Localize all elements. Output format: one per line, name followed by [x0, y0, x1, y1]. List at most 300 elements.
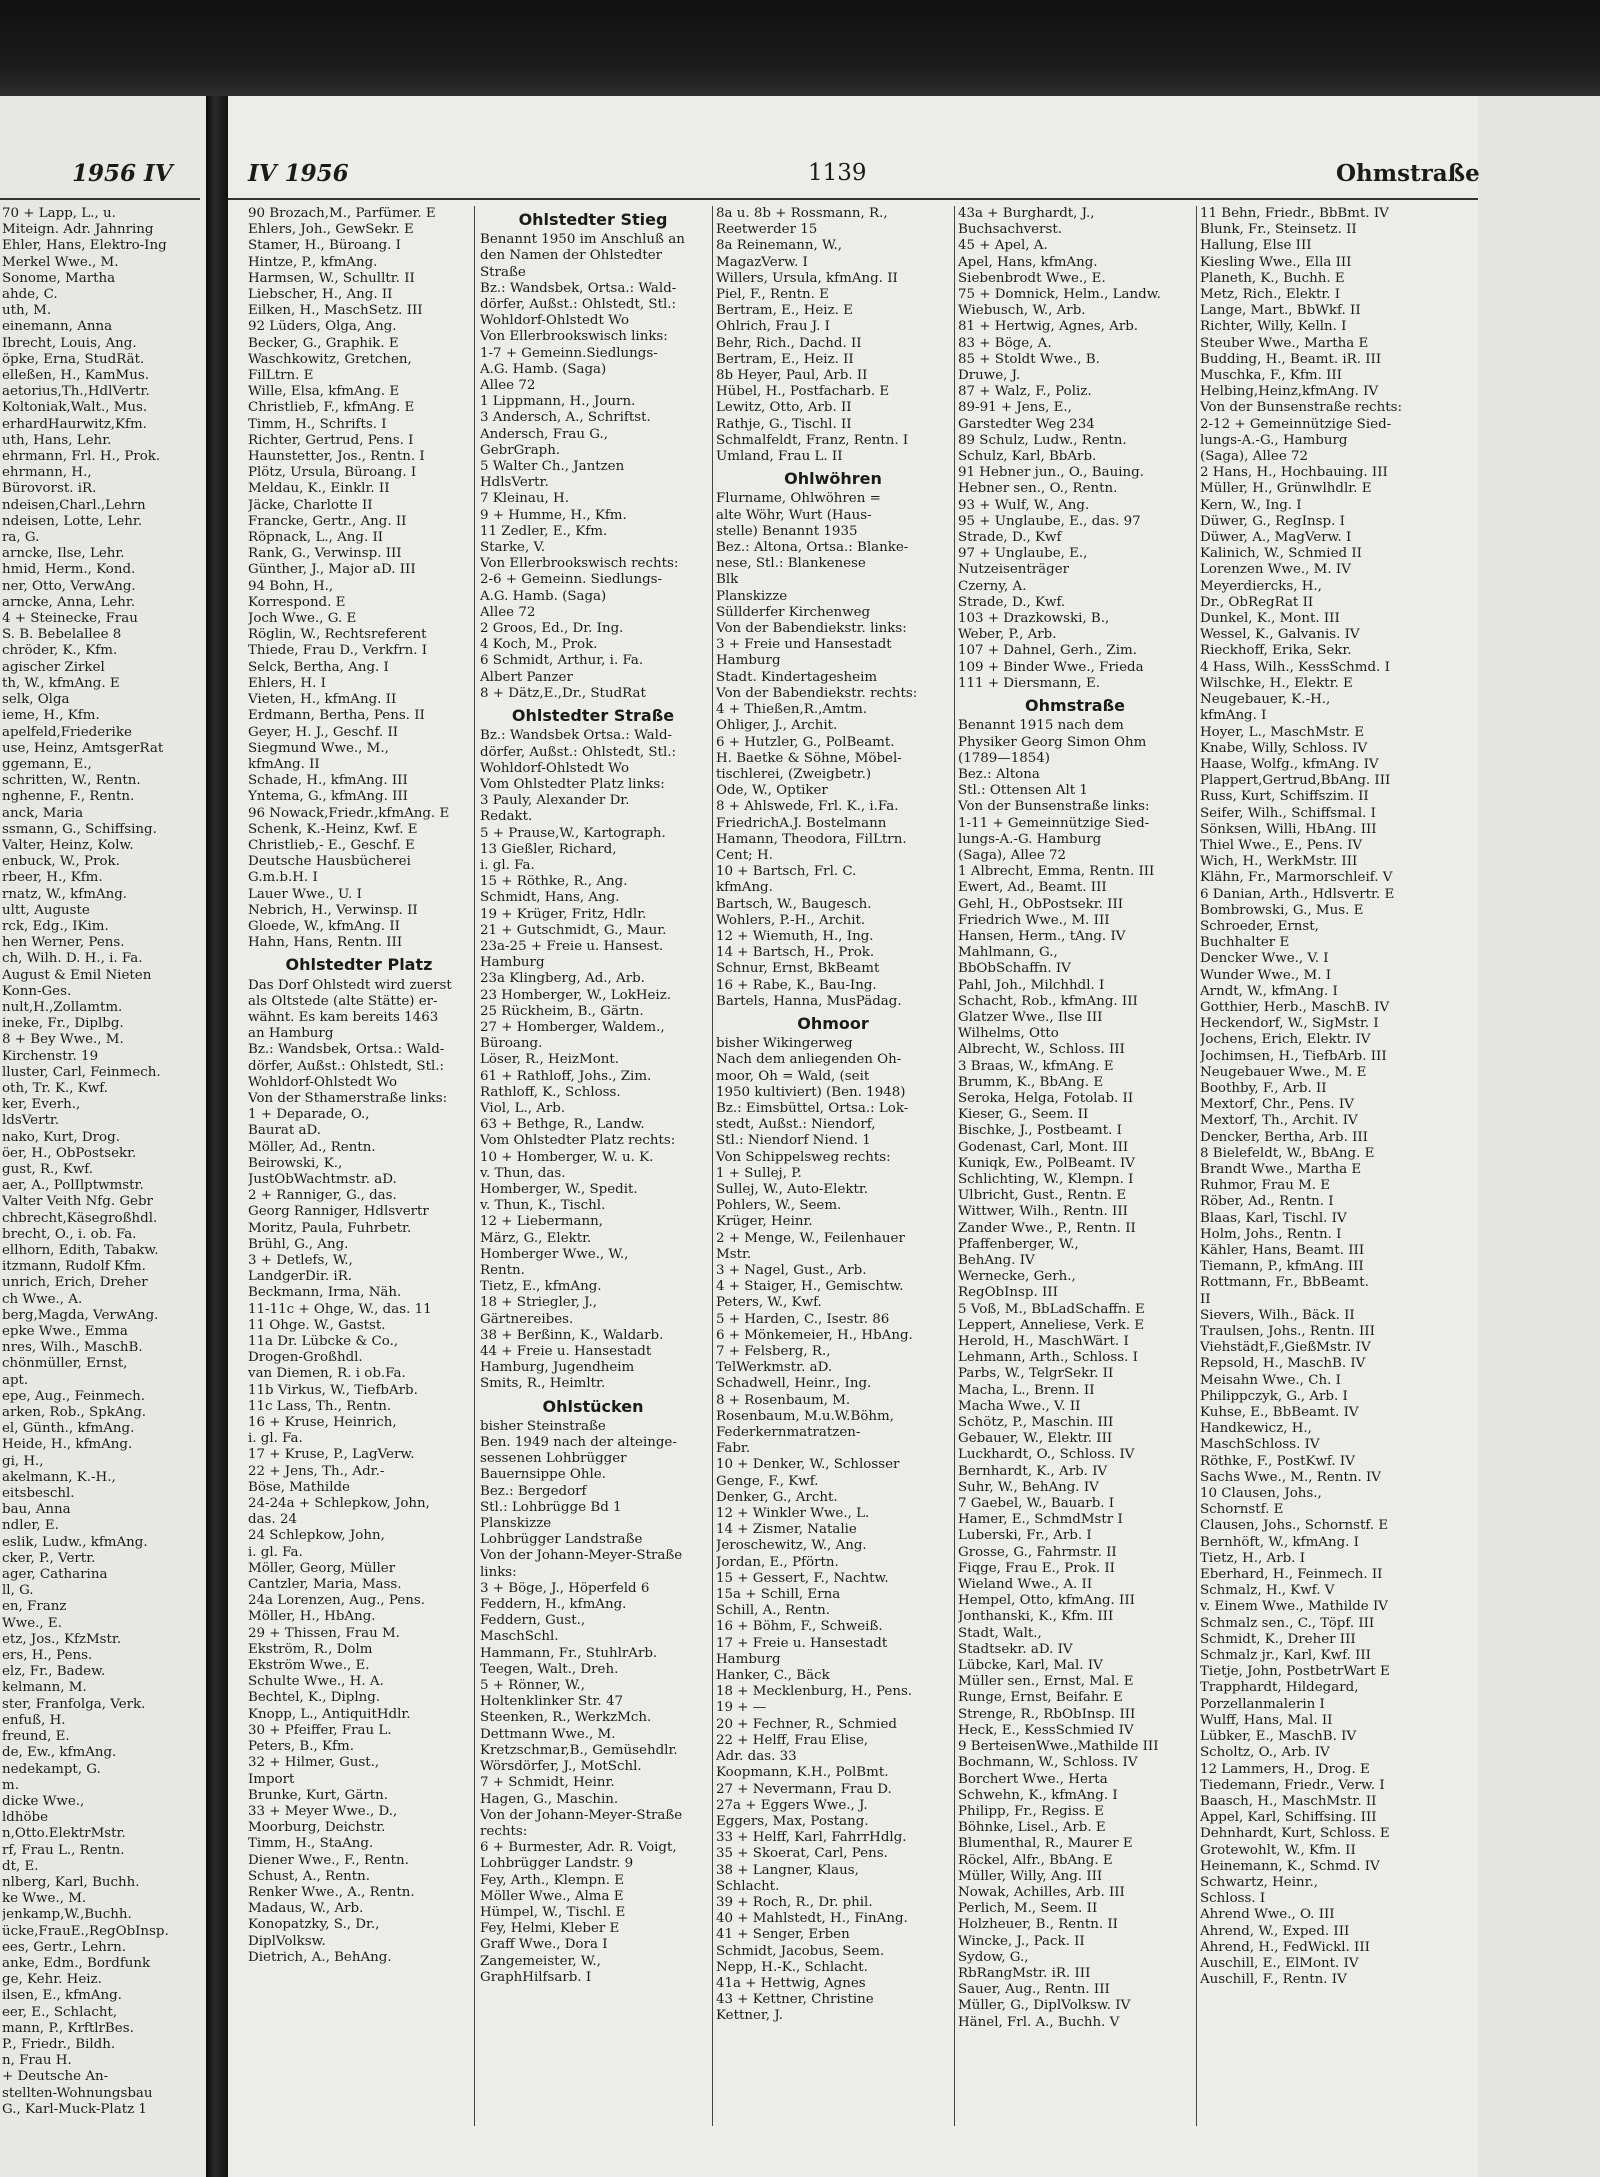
directory-entry: Weber, P., Arb. [958, 627, 1057, 643]
directory-entry: Dehnhardt, Kurt, Schloss. E [1200, 1826, 1390, 1842]
directory-entry: Schmidt, Hans, Ang. [480, 890, 620, 906]
directory-entry: Teegen, Walt., Dreh. [480, 1661, 619, 1677]
directory-entry: bau, Anna [2, 1502, 71, 1518]
directory-entry: epke Wwe., Emma [2, 1324, 128, 1340]
directory-entry: Stl.: Niendorf Niend. 1 [716, 1133, 871, 1149]
directory-entry: 11-11c + Ohge, W., das. 11 [248, 1301, 432, 1317]
directory-entry: Schötz, P., Maschin. III [958, 1415, 1114, 1431]
directory-entry: Druwe, J. [958, 368, 1021, 384]
directory-entry: alte Wöhr, Wurt (Haus- [716, 507, 872, 523]
directory-entry: 12 + Wiemuth, H., Ing. [716, 928, 874, 944]
directory-entry: 30 + Pfeiffer, Frau L. [248, 1722, 392, 1738]
directory-entry: Tiemann, P., kfmAng. III [1200, 1259, 1364, 1275]
directory-entry: 11 Behn, Friedr., BbBmt. IV [1200, 206, 1389, 221]
directory-entry: Blumenthal, R., Maurer E [958, 1836, 1133, 1852]
directory-entry: Benannt 1950 im Anschluß an [480, 232, 685, 248]
directory-entry: ch Wwe., A. [2, 1291, 83, 1307]
directory-entry: Müller, G., DiplVolksw. IV [958, 1998, 1131, 2014]
directory-entry: arncke, Ilse, Lehr. [2, 546, 125, 562]
directory-entry: Rieckhoff, Erika, Sekr. [1200, 643, 1352, 659]
directory-entry: ees, Gertr., Lehrn. [2, 1939, 127, 1955]
directory-entry: mann, P., KrftlrBes. [2, 2020, 134, 2036]
directory-entry: 8 + Rosenbaum, M. [716, 1392, 851, 1408]
directory-entry: Cent; H. [716, 847, 773, 863]
directory-entry: Schmalz, H., Kwf. V [1200, 1583, 1335, 1599]
directory-entry: Schenk, K.-Heinz, Kwf. E [248, 821, 418, 837]
directory-entry: Jochimsen, H., TiefbArb. III [1200, 1048, 1387, 1064]
directory-entry: cker, P., Vertr. [2, 1550, 96, 1566]
directory-entry: Schmidt, K., Dreher III [1200, 1631, 1356, 1647]
directory-entry: 4 Hass, Wilh., KessSchmd. I [1200, 659, 1390, 675]
directory-entry: Bauernsippe Ohle. [480, 1467, 606, 1483]
directory-entry: wähnt. Es kam bereits 1463 [248, 1009, 439, 1025]
directory-entry: 63 + Bethge, R., Landw. [480, 1117, 645, 1133]
directory-entry: Viol, L., Arb. [480, 1100, 566, 1116]
directory-entry: use, Heinz, AmtsgerRat [2, 740, 164, 756]
directory-entry: Clausen, Johs., Schornstf. E [1200, 1518, 1389, 1534]
street-heading: Ohlstedter Stieg [518, 210, 668, 229]
directory-entry: Von der Bunsenstraße rechts: [1200, 400, 1403, 416]
directory-entry: Von der Babendiekstr. rechts: [716, 685, 918, 701]
directory-entry: 21 + Gutschmidt, G., Maur. [480, 922, 667, 938]
directory-entry: Wieland Wwe., A. II [958, 1577, 1093, 1593]
directory-entry: bisher Wikingerweg [716, 1036, 853, 1052]
directory-entry: Schnur, Ernst, BkBeamt [716, 961, 880, 977]
directory-entry: GraphHilfsarb. I [480, 1969, 592, 1985]
directory-entry: lluster, Carl, Feinmech. [2, 1064, 161, 1080]
directory-entry: Philipp, Fr., Regiss. E [958, 1803, 1105, 1819]
directory-entry: 1 Lippmann, H., Journ. [480, 394, 636, 410]
directory-entry: 89 Schulz, Ludw., Rentn. [958, 432, 1127, 448]
directory-entry: Rathloff, K., Schloss. [480, 1084, 621, 1100]
directory-entry: Wohlers, P.-H., Archit. [716, 912, 866, 928]
directory-entry: Wiebusch, W., Arb. [958, 303, 1086, 319]
directory-entry: Sachs Wwe., M., Rentn. IV [1200, 1469, 1381, 1485]
directory-entry: Hintze, P., kfmAng. [248, 254, 378, 270]
directory-entry: MaschSchl. [480, 1629, 559, 1645]
directory-entry: Meldau, K., Einklr. II [248, 481, 390, 497]
directory-entry: Tiedemann, Friedr., Verw. I [1200, 1777, 1385, 1793]
directory-entry: Apel, Hans, kfmAng. [958, 254, 1098, 270]
directory-entry: Feddern, H., kfmAng. [480, 1597, 627, 1613]
directory-entry: Glatzer Wwe., Ilse III [958, 1009, 1103, 1025]
directory-entry: 9 BerteisenWwe.,Mathilde III [958, 1739, 1159, 1755]
directory-entry: 2 + Menge, W., Feilenhauer [716, 1230, 905, 1246]
directory-entry: Heide, H., kfmAng. [2, 1437, 133, 1453]
directory-entry: Bz.: Wandsbek Ortsa.: Wald- [480, 728, 673, 744]
directory-entry: 7 Gaebel, W., Bauarb. I [958, 1496, 1115, 1512]
directory-entry: Jäcke, Charlotte II [248, 497, 373, 513]
directory-entry: 75 + Domnick, Helm., Landw. [958, 287, 1161, 303]
directory-entry: ker, Everh., [2, 1097, 81, 1113]
directory-entry: 4 + Staiger, H., Gemischtw. [716, 1279, 904, 1295]
directory-entry: Merkel Wwe., M. [2, 254, 119, 270]
directory-entry: Wilhelms, Otto [958, 1026, 1059, 1042]
directory-entry: 90 Brozach,M., Parfümer. E [248, 206, 436, 221]
directory-entry: Schade, H., kfmAng. III [248, 773, 408, 789]
directory-entry: Dencker, Bertha, Arb. III [1200, 1129, 1368, 1145]
directory-entry: 38 + Berßinn, K., Waldarb. [480, 1327, 664, 1343]
directory-entry: Wessel, K., Galvanis. IV [1200, 627, 1360, 643]
directory-entry: Jonthanski, K., Kfm. III [958, 1609, 1114, 1625]
directory-entry: Nowak, Achilles, Arb. III [958, 1884, 1125, 1900]
directory-entry: Suhr, W., BehAng. IV [958, 1479, 1099, 1495]
directory-entry: Georg Ranniger, Hdlsvertr [248, 1204, 429, 1220]
directory-entry: Gloede, W., kfmAng. II [248, 918, 400, 934]
directory-entry: 11b Virkus, W., TiefbArb. [248, 1382, 418, 1398]
directory-entry: ultt, Auguste [2, 902, 90, 918]
directory-entry: 2-6 + Gemeinn. Siedlungs- [480, 572, 663, 588]
directory-entry: Yntema, G., kfmAng. III [248, 789, 408, 805]
directory-entry: Import [248, 1771, 295, 1787]
directory-entry: Fey, Arth., Klempn. E [480, 1872, 625, 1888]
directory-entry: Brandt Wwe., Martha E [1200, 1161, 1362, 1177]
directory-entry: en, Franz [2, 1599, 67, 1615]
directory-entry: Homberger Wwe., W., [480, 1246, 629, 1262]
directory-entry: 15 + Röthke, R., Ang. [480, 874, 628, 890]
directory-entry: Schlacht. [716, 1878, 780, 1894]
directory-entry: Herold, H., MaschWärt. I [958, 1334, 1129, 1350]
directory-entry: eer, E., Schlacht, [2, 2004, 118, 2020]
directory-entry: 27 + Homberger, Waldem., [480, 1019, 665, 1035]
directory-entry: Sydow, G., [958, 1949, 1029, 1965]
directory-entry: Mstr. [716, 1246, 752, 1262]
directory-entry: Nach dem anliegenden Oh- [716, 1052, 902, 1068]
directory-entry: Renker Wwe., A., Rentn. [248, 1884, 415, 1900]
directory-entry: rechts: [480, 1823, 528, 1839]
directory-entry: Bernhöft, W., kfmAng. I [1200, 1534, 1359, 1550]
directory-entry: rf, Frau L., Rentn. [2, 1842, 125, 1858]
directory-entry: Klähn, Fr., Marmorschleif. V [1200, 870, 1393, 886]
directory-entry: Hahn, Hans, Rentn. III [248, 935, 403, 951]
directory-entry: 29 + Thissen, Frau M. [248, 1625, 400, 1641]
directory-entry: Diener Wwe., F., Rentn. [248, 1852, 409, 1868]
directory-entry: bisher Steinstraße [480, 1418, 606, 1434]
directory-entry: Wittwer, Wilh., Rentn. III [958, 1204, 1128, 1220]
directory-entry: Bez.: Altona [958, 766, 1040, 782]
directory-entry: Andersch, Frau G., [480, 426, 608, 442]
directory-entry: 17 + Kruse, P., LagVerw. [248, 1447, 415, 1463]
directory-entry: Röpnack, L., Ang. II [248, 530, 384, 546]
directory-entry: ieme, H., Kfm. [2, 708, 100, 724]
directory-entry: 97 + Unglaube, E., [958, 546, 1088, 562]
directory-entry: Steuber Wwe., Martha E [1200, 335, 1369, 351]
directory-entry: 23 Homberger, W., LokHeiz. [480, 987, 672, 1003]
directory-entry: Stl.: Lohbrügge Bd 1 [480, 1499, 622, 1515]
directory-entry: Löser, R., HeizMont. [480, 1052, 620, 1068]
directory-entry: 18 + Mecklenburg, H., Pens. [716, 1684, 913, 1700]
directory-entry: Schmalz sen., C., Töpf. III [1200, 1615, 1375, 1631]
directory-entry: Reetwerder 15 [716, 222, 818, 238]
directory-entry: Benannt 1915 nach dem [958, 718, 1124, 734]
directory-column-1 [248, 206, 470, 1966]
directory-entry: 6 + Burmester, Adr. R. Voigt, [480, 1840, 677, 1856]
directory-entry: II [1200, 1291, 1211, 1307]
directory-entry: Düwer, G., RegInsp. I [1200, 513, 1345, 529]
directory-entry: als Oltstede (alte Stätte) er- [248, 993, 438, 1009]
directory-entry: Ben. 1949 nach der alteinge- [480, 1435, 677, 1451]
directory-entry: Strade, D., Kwf [958, 530, 1062, 546]
directory-entry: 91 Hebner jun., O., Bauing. [958, 465, 1144, 481]
directory-entry: Röber, Ad., Rentn. I [1200, 1194, 1334, 1210]
directory-entry: Böse, Mathilde [248, 1479, 350, 1495]
directory-entry: Hümpel, W., Tischl. E [480, 1904, 626, 1920]
directory-entry: 87 + Walz, F., Poliz. [958, 384, 1092, 400]
directory-entry: Seifer, Wilh., Schiffsmal. I [1200, 805, 1376, 821]
directory-entry: Parbs, W., TelgrSekr. II [958, 1366, 1114, 1382]
directory-entry: Vom Ohlstedter Platz links: [480, 776, 665, 792]
directory-entry: DiplVolksw. [248, 1933, 326, 1949]
directory-entry: Adr. das. 33 [716, 1749, 797, 1765]
directory-entry: 6 Schmidt, Arthur, i. Fa. [480, 653, 644, 669]
directory-entry: Müller sen., Ernst, Mal. E [958, 1674, 1134, 1690]
directory-entry: ke Wwe., M. [2, 1891, 87, 1907]
directory-entry: Umland, Frau L. II [716, 449, 843, 465]
directory-entry: Wohldorf-Ohlstedt Wo [248, 1074, 398, 1090]
directory-entry: Sauer, Aug., Rentn. III [958, 1982, 1110, 1998]
directory-entry: Kähler, Hans, Beamt. III [1200, 1243, 1365, 1258]
directory-entry: Erdmann, Bertha, Pens. II [248, 708, 425, 724]
directory-entry: Ahrend, H., FedWickl. III [1200, 1939, 1370, 1955]
directory-entry: BehAng. IV [958, 1253, 1035, 1268]
directory-entry: 96 Nowack,Friedr.,kfmAng. E [248, 805, 450, 821]
directory-entry: 8 + Dätz,E.,Dr., StudRat [480, 685, 646, 701]
directory-entry: brecht, O., i. ob. Fa. [2, 1226, 137, 1242]
directory-entry: Gotthier, Herb., MaschB. IV [1200, 999, 1390, 1015]
directory-entry: 1 + Deparade, O., [248, 1107, 370, 1123]
directory-entry: 45 + Apel, A. [958, 238, 1048, 254]
directory-entry: JustObWachtmstr. aD. [248, 1171, 397, 1187]
directory-entry: 38 + Langner, Klaus, [716, 1862, 859, 1878]
directory-entry: Strenge, R., RbObInsp. III [958, 1706, 1136, 1722]
directory-entry: nlberg, Karl, Buchh. [2, 1874, 140, 1890]
directory-entry: Nepp, H.-K., Schlacht. [716, 1959, 868, 1975]
directory-entry: m. [2, 1777, 19, 1793]
directory-entry: ndler, E. [2, 1518, 59, 1534]
directory-entry: Stamer, H., Büroang. I [248, 238, 401, 254]
directory-entry: Bartsch, W., Baugesch. [716, 896, 872, 912]
directory-entry: Wunder Wwe., M. I [1200, 967, 1332, 983]
directory-entry: Stadt. Kindertagesheim [716, 669, 878, 685]
directory-entry: kfmAng. I [1200, 708, 1267, 724]
directory-entry: Koopmann, K.H., PolBmt. [716, 1765, 889, 1781]
directory-entry: dörfer, Außst.: Ohlstedt, Stl.: [480, 297, 677, 313]
directory-entry: Heinemann, K., Schmd. IV [1200, 1858, 1380, 1874]
directory-entry: Piel, F., Rentn. E [716, 287, 829, 303]
directory-entry: Röglin, W., Rechtsreferent [248, 627, 427, 643]
directory-entry: 2 + Ranniger, G., das. [248, 1188, 397, 1204]
directory-entry: Wich, H., WerkMstr. III [1200, 854, 1358, 870]
directory-entry: 81 + Hertwig, Agnes, Arb. [958, 319, 1139, 335]
directory-entry: kfmAng. [716, 880, 773, 896]
directory-entry: Ruhmor, Frau M. E [1200, 1178, 1331, 1194]
directory-entry: Stadt, Walt., [958, 1625, 1042, 1641]
directory-entry: dicke Wwe., [2, 1793, 85, 1809]
directory-entry: Brühl, G., Ang. [248, 1236, 349, 1252]
directory-entry: Buchhalter E [1200, 935, 1290, 951]
directory-entry: Dettmann Wwe., M. [480, 1726, 616, 1742]
directory-entry: Sullej, W., Auto-Elektr. [716, 1181, 869, 1197]
directory-entry: Rentn. [480, 1263, 525, 1278]
directory-entry: th, W., kfmAng. E [2, 675, 120, 691]
directory-entry: Bertram, E., Heiz. E [716, 303, 853, 319]
directory-entry: 6 + Hutzler, G., PolBeamt. [716, 734, 895, 750]
directory-entry: anck, Maria [2, 805, 84, 821]
directory-entry: ster, Franfolga, Verk. [2, 1696, 146, 1712]
directory-entry: ldhöbe [2, 1810, 49, 1826]
directory-entry: Meisahn Wwe., Ch. I [1200, 1372, 1341, 1388]
directory-entry: Schwartz, Heinr., [1200, 1874, 1319, 1890]
directory-entry: Hallung, Else III [1200, 238, 1312, 254]
directory-entry: Bartels, Hanna, MusPädag. [716, 993, 902, 1009]
directory-entry: Wincke, J., Pack. II [958, 1933, 1085, 1949]
directory-entry: Siebenbrodt Wwe., E. [958, 270, 1106, 286]
directory-entry: Valter Veith Nfg. Gebr [2, 1194, 153, 1210]
directory-entry: apt. [2, 1372, 29, 1388]
directory-entry: Macha, L., Brenn. II [958, 1382, 1095, 1398]
directory-entry: 15 + Gessert, F., Nachtw. [716, 1570, 889, 1586]
directory-entry: 2 Hans, H., Hochbauing. III [1200, 465, 1388, 481]
directory-entry: Hamann, Theodora, FilLtrn. [716, 831, 907, 847]
directory-entry: Christlieb,- E., Geschf. E [248, 837, 415, 853]
directory-entry: 8a u. 8b + Rossmann, R., [716, 206, 888, 221]
directory-entry: 11 Ohge. W., Gastst. [248, 1317, 386, 1333]
directory-entry: Büroang. [480, 1036, 543, 1052]
directory-entry: erhardHaurwitz,Kfm. [2, 416, 147, 432]
directory-entry: 4 Koch, M., Prok. [480, 637, 598, 653]
directory-entry: i. gl. Fa. [248, 1544, 303, 1560]
directory-entry: 6 + Mönkemeier, H., HbAng. [716, 1327, 913, 1343]
directory-entry: Bz.: Eimsbüttel, Ortsa.: Lok- [716, 1100, 909, 1116]
directory-entry: Luberski, Fr., Arb. I [958, 1528, 1092, 1544]
directory-entry: Deutsche Hausbücherei [248, 854, 411, 870]
directory-entry: 25 Rückheim, B., Gärtn. [480, 1003, 644, 1019]
directory-entry: Hamburg [716, 1651, 781, 1667]
directory-entry: Neugebauer Wwe., M. E [1200, 1064, 1367, 1080]
directory-entry: 4 + Steinecke, Frau [2, 611, 138, 627]
directory-entry: Eggers, Max, Postang. [716, 1813, 869, 1829]
directory-entry: Dencker Wwe., V. I [1200, 951, 1329, 967]
directory-entry: Jochens, Erich, Elektr. IV [1200, 1032, 1371, 1048]
directory-entry: unrich, Erich, Dreher [2, 1275, 148, 1291]
directory-entry: de, Ew., kfmAng. [2, 1745, 117, 1761]
directory-entry: 14 + Bartsch, H., Prok. [716, 945, 875, 961]
directory-entry: Siegmund Wwe., M., [248, 740, 389, 756]
directory-entry: Buchsachverst. [958, 222, 1062, 238]
directory-entry: 61 + Rathloff, Johs., Zim. [480, 1068, 652, 1084]
directory-entry: 19 + — [716, 1700, 767, 1716]
right-page-header-left: IV 1956 [248, 160, 349, 187]
directory-entry: Holm, Johs., Rentn. I [1200, 1226, 1342, 1242]
directory-entry: 24a Lorenzen, Aug., Pens. [248, 1593, 426, 1609]
directory-entry: Perlich, M., Seem. II [958, 1901, 1098, 1917]
directory-entry: Denker, G., Archt. [716, 1489, 838, 1505]
directory-entry: Von der Babendiekstr. links: [716, 621, 907, 637]
directory-column-2 [480, 206, 706, 1986]
directory-entry: rbeer, H., Kfm. [2, 870, 103, 886]
directory-entry: rnatz, W., kfmAng. [2, 886, 128, 902]
directory-entry: Bertram, E., Heiz. II [716, 351, 854, 367]
directory-entry: Ohliger, J., Archit. [716, 718, 838, 734]
directory-entry: Wohldorf-Ohlstedt Wo [480, 313, 630, 329]
directory-entry: Schulz, Karl, BbArb. [958, 449, 1097, 465]
directory-entry: Dunkel, K., Mont. III [1200, 611, 1340, 627]
directory-entry: Rosenbaum, M.u.W.Böhm, [716, 1408, 894, 1424]
directory-entry: Hebner sen., O., Rentn. [958, 481, 1118, 497]
directory-entry: 13 Gießler, Richard, [480, 841, 617, 857]
directory-entry: Brunke, Kurt, Gärtn. [248, 1787, 389, 1803]
directory-entry: Albrecht, W., Schloss. III [958, 1042, 1125, 1058]
directory-entry: Bernhardt, K., Arb. IV [958, 1463, 1108, 1479]
directory-entry: nres, Wilh., MaschB. [2, 1340, 143, 1356]
directory-entry: 5 Voß, M., BbLadSchaffn. E [958, 1301, 1145, 1317]
directory-entry: Fabr. [716, 1441, 751, 1457]
directory-entry: Ewert, Ad., Beamt. III [958, 880, 1107, 896]
directory-entry: 23a-25 + Freie u. Hansest. [480, 938, 664, 954]
directory-entry: selk, Olga [2, 692, 70, 708]
directory-entry: Lauer Wwe., U. I [248, 886, 362, 902]
directory-entry: enbuck, W., Prok. [2, 854, 120, 870]
directory-entry: 12 Lammers, H., Drog. E [1200, 1761, 1370, 1777]
directory-entry: P., Friedr., Bildh. [2, 2036, 116, 2052]
directory-entry: ager, Catharina [2, 1567, 108, 1583]
directory-entry: Sönksen, Willi, HbAng. III [1200, 821, 1377, 837]
directory-entry: 16 + Kruse, Heinrich, [248, 1415, 397, 1431]
directory-entry: Richter, Willy, Kelln. I [1200, 319, 1347, 335]
directory-entry: Böhnke, Lisel., Arb. E [958, 1820, 1106, 1836]
directory-entry: nghenne, F., Rentn. [2, 789, 135, 805]
directory-entry: 27 + Nevermann, Frau D. [716, 1781, 892, 1797]
directory-entry: 12 + Liebermann, [480, 1214, 603, 1230]
directory-entry: Haunstetter, Jos., Rentn. I [248, 449, 425, 465]
directory-entry: 8a Reinemann, W., [716, 238, 842, 254]
directory-entry: Koltoniak,Walt., Mus. [2, 400, 148, 416]
directory-entry: aer, A., PolIlptwmstr. [2, 1178, 144, 1194]
directory-entry: Planskizze [480, 1516, 552, 1532]
directory-entry: ll, G. [2, 1583, 34, 1599]
directory-entry: Auschill, E., ElMont. IV [1200, 1955, 1359, 1971]
directory-entry: G., Karl-Muck-Platz 1 [2, 2101, 147, 2117]
directory-entry: moor, Oh = Wald, (seit [716, 1068, 870, 1084]
directory-entry: Blunk, Fr., Steinsetz. II [1200, 222, 1357, 238]
directory-entry: Metz, Rich., Elektr. I [1200, 287, 1341, 303]
directory-entry: Francke, Gertr., Ang. II [248, 513, 407, 529]
directory-entry: das. 24 [248, 1512, 297, 1528]
directory-entry: Schmalz jr., Karl, Kwf. III [1200, 1648, 1371, 1664]
street-heading: Ohlwöhren [784, 469, 882, 489]
directory-entry: 10 Clausen, Johs., [1200, 1486, 1322, 1502]
directory-entry: nedekampt, G. [2, 1761, 101, 1777]
directory-entry: Starke, V. [480, 540, 546, 556]
directory-entry: ilsen, E., kfmAng. [2, 1988, 122, 2004]
directory-entry: Hamburg [480, 955, 545, 971]
directory-entry: Grotewohlt, W., Kfm. II [1200, 1842, 1356, 1858]
directory-entry: Brumm, K., BbAng. E [958, 1074, 1104, 1090]
directory-entry: Flurname, Ohlwöhren = [716, 491, 881, 507]
directory-entry: stelle) Benannt 1935 [716, 523, 858, 539]
directory-entry: gust, R., Kwf. [2, 1161, 94, 1177]
directory-entry: 27a + Eggers Wwe., J. [716, 1797, 868, 1813]
directory-entry: ehrmann, Frl. H., Prok. [2, 449, 161, 465]
directory-entry: Eilken, H., MaschSetz. III [248, 303, 423, 319]
street-heading: Ohlstedter Platz [285, 955, 433, 975]
directory-entry: Von Ellerbrookswisch rechts: [480, 556, 679, 572]
directory-entry: Viehstädt,F.,GießMstr. IV [1200, 1340, 1371, 1356]
directory-column-5 [1200, 206, 1470, 1988]
directory-entry: Hammann, Fr., StuhlrArb. [480, 1645, 658, 1661]
directory-entry: 95 + Unglaube, E., das. 97 [958, 513, 1141, 529]
directory-entry: Garstedter Weg 234 [958, 416, 1095, 432]
